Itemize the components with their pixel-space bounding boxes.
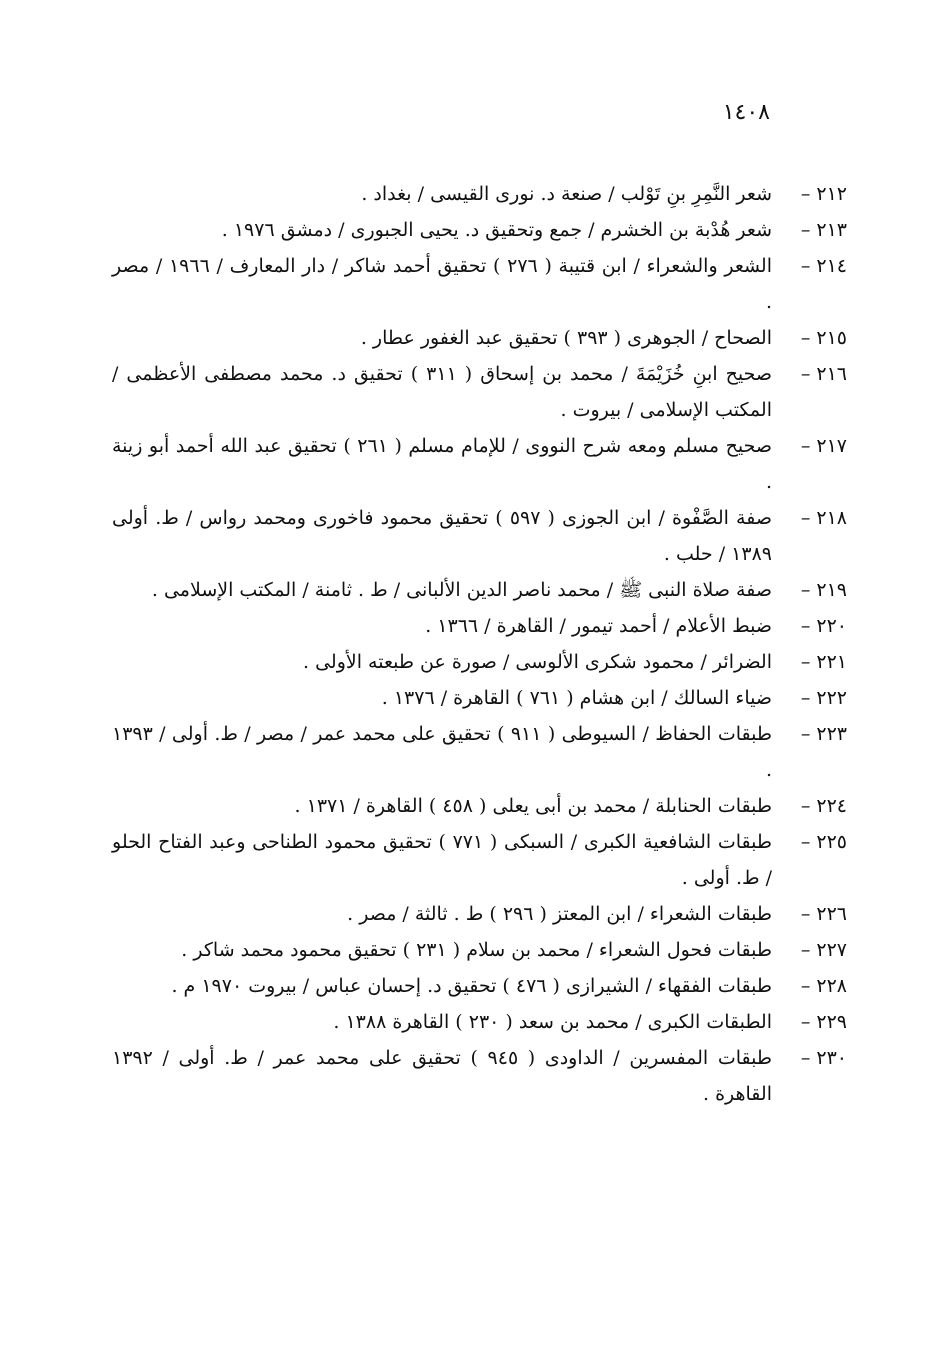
entry-number: ٢١٩ – [800,579,847,601]
bibliography-entry [112,356,847,428]
entry-text: صحيح مسلم ومعه شرح النووى / للإمام مسلم ( ٢٦١ ) تحقيق عبد الله أحمد أبو زينة . [112,435,772,493]
entry-text: ضياء السالك / ابن هشام ( ٧٦١ ) القاهرة / ١٣٧٦ . [381,687,772,709]
entry-text: طبقات الشافعية الكبرى / السبكى ( ٧٧١ ) تحقيق محمود الطناحى وعبد الفتاح الحلو / ط. أولى . [112,831,772,889]
entry-number: ٢١٥ – [800,327,847,349]
bibliography-entry [112,248,847,320]
entry-text: طبقات الحنابلة / محمد بن أبى يعلى ( ٤٥٨ ) القاهرة / ١٣٧١ . [294,795,772,817]
bibliography-entry [112,644,847,680]
entry-text: شعر النَّمِرِ بنِ تَوْلب / صنعة د. نورى القيسى / بغداد . [361,183,772,205]
bibliography-entry [112,896,847,932]
entry-number: ٢١٧ – [800,435,847,457]
bibliography-entry [112,680,847,716]
entry-number: ٢٢٤ – [800,795,847,817]
bibliography-entry [112,824,847,896]
page-number: ١٤٠٨ [722,100,770,125]
entry-number: ٢١٢ – [800,183,847,205]
entry-text: الطبقات الكبرى / محمد بن سعد ( ٢٣٠ ) القاهرة ١٣٨٨ . [333,1011,772,1033]
bibliography-entry [112,428,847,500]
entry-text: صفة صلاة النبى ﷺ / محمد ناصر الدين الألبانى / ط . ثامنة / المكتب الإسلامى . [151,579,772,601]
bibliography-entry [112,716,847,788]
entry-text: الصحاح / الجوهرى ( ٣٩٣ ) تحقيق عبد الغفور عطار . [360,327,772,349]
entry-number: ٢٢٨ – [800,975,847,997]
entry-text: صفة الصَّفْوة / ابن الجوزى ( ٥٩٧ ) تحقيق محمود فاخورى ومحمد رواس / ط. أولى ١٣٨٩ / حلب . [112,507,772,565]
entry-number: ٢٢٦ – [800,903,847,925]
entry-number: ٢٢١ – [800,651,847,673]
entry-number: ٢٣٠ – [800,1047,847,1069]
bibliography-entry [112,500,847,572]
entry-number: ٢١٨ – [800,507,847,529]
entry-number: ٢١٣ – [800,219,847,241]
entry-number: ٢٢٥ – [800,831,847,853]
bibliography-entry [112,212,847,248]
entry-number: ٢٢٢ – [800,687,847,709]
entry-text: طبقات المفسرين / الداودى ( ٩٤٥ ) تحقيق على محمد عمر / ط. أولى / ١٣٩٢ القاهرة . [112,1047,772,1105]
entry-number: ٢٢٠ – [800,615,847,637]
entry-number: ٢٢٣ – [800,723,847,745]
bibliography-entry [112,788,847,824]
entry-text: شعر هُدْبة بن الخشرم / جمع وتحقيق د. يحيى الجبورى / دمشق ١٩٧٦ . [221,219,772,241]
entry-number: ٢٢٧ – [800,939,847,961]
entry-number: ٢١٤ – [800,255,847,277]
bibliography-entry [112,968,847,1004]
entry-text: طبقات الفقهاء / الشيرازى ( ٤٧٦ ) تحقيق د. إحسان عباس / بيروت ١٩٧٠ م . [171,975,772,997]
bibliography-entry [112,1040,847,1112]
entry-number: ٢٢٩ – [800,1011,847,1033]
bibliography-entry [112,932,847,968]
bibliography-list [112,176,847,1112]
bibliography-entry [112,1004,847,1040]
bibliography-entry [112,608,847,644]
entry-text: طبقات الحفاظ / السيوطى ( ٩١١ ) تحقيق على محمد عمر / مصر / ط. أولى / ١٣٩٣ . [112,723,772,781]
entry-text: طبقات فحول الشعراء / محمد بن سلام ( ٢٣١ ) تحقيق محمود محمد شاكر . [181,939,772,961]
entry-text: صحيح ابنِ خُزَيْمَةَ / محمد بن إسحاق ( ٣١١ ) تحقيق د. محمد مصطفى الأعظمى / المكتب الإسلامى / بيروت . [112,363,773,421]
bibliography-entry [112,176,847,212]
entry-text: الشعر والشعراء / ابن قتيبة ( ٢٧٦ ) تحقيق أحمد شاكر / دار المعارف / ١٩٦٦ / مصر . [112,255,772,313]
bibliography-entry [112,572,847,608]
bibliography-entry [112,320,847,356]
entry-text: الضرائر / محمود شكرى الألوسى / صورة عن طبعته الأولى . [303,651,772,673]
entry-text: طبقات الشعراء / ابن المعتز ( ٢٩٦ ) ط . ثالثة / مصر . [347,903,772,925]
entry-text: ضبط الأعلام / أحمد تيمور / القاهرة / ١٣٦٦ . [425,615,772,637]
entry-number: ٢١٦ – [800,363,847,385]
